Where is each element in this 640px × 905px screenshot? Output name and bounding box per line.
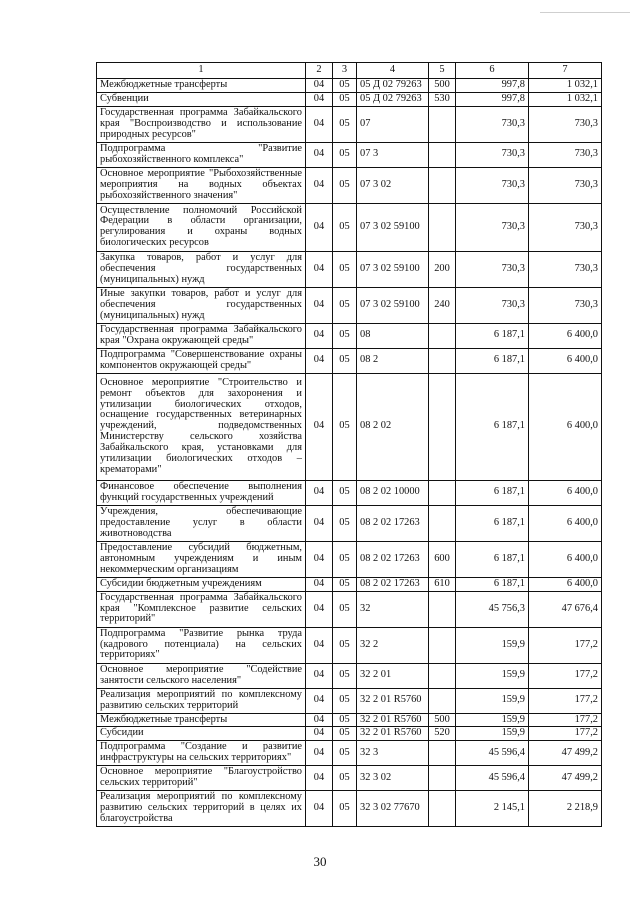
row-target-article: 08 xyxy=(357,323,429,348)
row-code-subsection: 05 xyxy=(333,106,357,142)
row-amount-year1: 45 756,3 xyxy=(456,591,529,627)
row-name: Осуществление полномочий Российской Федерации в области организации, регулирования и охраны водных биологических ресурсов xyxy=(97,203,306,251)
row-target-article: 07 3 02 59100 xyxy=(357,287,429,323)
row-amount-year2: 6 400,0 xyxy=(529,323,602,348)
row-amount-year1: 6 187,1 xyxy=(456,323,529,348)
row-target-article: 08 2 02 xyxy=(357,373,429,480)
row-expense-type xyxy=(429,688,456,713)
row-target-article: 07 3 xyxy=(357,142,429,167)
row-name: Основное мероприятие "Содействие занятости сельского населения" xyxy=(97,663,306,688)
row-code-section: 04 xyxy=(306,203,333,251)
row-name: Государственная программа Забайкальского края "Комплексное развитие сельских территорий" xyxy=(97,591,306,627)
row-expense-type xyxy=(429,142,456,167)
header-row xyxy=(97,63,602,79)
row-code-subsection: 05 xyxy=(333,79,357,93)
table-row xyxy=(97,741,602,766)
row-amount-year2: 730,3 xyxy=(529,167,602,203)
row-code-subsection: 05 xyxy=(333,203,357,251)
column-header: 4 xyxy=(357,63,429,79)
table-row xyxy=(97,591,602,627)
table-row xyxy=(97,688,602,713)
row-expense-type xyxy=(429,663,456,688)
row-expense-type xyxy=(429,167,456,203)
row-code-subsection: 05 xyxy=(333,627,357,663)
column-header: 3 xyxy=(333,63,357,79)
row-name: Межбюджетные трансферты xyxy=(97,79,306,93)
row-amount-year1: 997,8 xyxy=(456,92,529,106)
row-amount-year1: 159,9 xyxy=(456,688,529,713)
row-target-article: 08 2 02 17263 xyxy=(357,577,429,591)
row-name: Иные закупки товаров, работ и услуг для обеспечения государственных (муниципальных) нужд xyxy=(97,287,306,323)
row-name: Основное мероприятие "Благоустройство сельских территорий" xyxy=(97,766,306,791)
row-code-section: 04 xyxy=(306,287,333,323)
table-row xyxy=(97,577,602,591)
row-amount-year2: 47 499,2 xyxy=(529,741,602,766)
row-amount-year1: 6 187,1 xyxy=(456,541,529,577)
row-target-article: 08 2 02 10000 xyxy=(357,480,429,505)
table-row xyxy=(97,480,602,505)
row-code-subsection: 05 xyxy=(333,167,357,203)
table-body xyxy=(97,79,602,827)
row-amount-year2: 6 400,0 xyxy=(529,373,602,480)
row-target-article: 05 Д 02 79263 xyxy=(357,79,429,93)
row-code-section: 04 xyxy=(306,741,333,766)
table-row xyxy=(97,373,602,480)
row-amount-year2: 1 032,1 xyxy=(529,92,602,106)
row-name: Реализация мероприятий по комплексному развитию сельских территорий в целях их благоустройства xyxy=(97,791,306,827)
row-code-section: 04 xyxy=(306,480,333,505)
row-target-article: 32 3 02 xyxy=(357,766,429,791)
row-amount-year2: 177,2 xyxy=(529,663,602,688)
row-code-subsection: 05 xyxy=(333,142,357,167)
table-header xyxy=(97,63,602,79)
table-row xyxy=(97,791,602,827)
row-code-section: 04 xyxy=(306,348,333,373)
row-amount-year2: 730,3 xyxy=(529,251,602,287)
row-amount-year2: 177,2 xyxy=(529,688,602,713)
row-amount-year1: 45 596,4 xyxy=(456,741,529,766)
row-amount-year2: 730,3 xyxy=(529,142,602,167)
row-code-subsection: 05 xyxy=(333,480,357,505)
table-row xyxy=(97,348,602,373)
row-name: Реализация мероприятий по комплексному развитию сельских территорий xyxy=(97,688,306,713)
row-code-subsection: 05 xyxy=(333,577,357,591)
row-amount-year1: 159,9 xyxy=(456,627,529,663)
row-target-article: 07 3 02 59100 xyxy=(357,251,429,287)
row-code-section: 04 xyxy=(306,323,333,348)
row-code-section: 04 xyxy=(306,577,333,591)
row-name: Учреждения, обеспечивающие предоставление услуг в области животноводства xyxy=(97,505,306,541)
row-expense-type: 500 xyxy=(429,79,456,93)
row-target-article: 32 3 02 77670 xyxy=(357,791,429,827)
row-amount-year2: 47 676,4 xyxy=(529,591,602,627)
row-amount-year1: 6 187,1 xyxy=(456,480,529,505)
table-row xyxy=(97,663,602,688)
row-expense-type xyxy=(429,627,456,663)
column-header: 6 xyxy=(456,63,529,79)
row-code-section: 04 xyxy=(306,688,333,713)
row-target-article: 05 Д 02 79263 xyxy=(357,92,429,106)
row-code-section: 04 xyxy=(306,79,333,93)
table-row xyxy=(97,92,602,106)
row-amount-year2: 6 400,0 xyxy=(529,577,602,591)
row-expense-type: 500 xyxy=(429,713,456,727)
row-amount-year1: 2 145,1 xyxy=(456,791,529,827)
table-row xyxy=(97,323,602,348)
row-expense-type: 240 xyxy=(429,287,456,323)
row-code-section: 04 xyxy=(306,167,333,203)
row-amount-year1: 730,3 xyxy=(456,106,529,142)
row-amount-year2: 730,3 xyxy=(529,106,602,142)
row-amount-year2: 730,3 xyxy=(529,287,602,323)
row-expense-type xyxy=(429,203,456,251)
budget-table xyxy=(96,62,602,827)
row-expense-type xyxy=(429,591,456,627)
row-name: Субсидии xyxy=(97,727,306,741)
row-target-article: 32 2 01 R5760 xyxy=(357,713,429,727)
row-target-article: 32 2 01 R5760 xyxy=(357,688,429,713)
row-code-section: 04 xyxy=(306,106,333,142)
row-name: Основное мероприятие "Рыбохозяйственные мероприятия на водных объектах рыбохозяйственного значения" xyxy=(97,167,306,203)
row-target-article: 07 3 02 59100 xyxy=(357,203,429,251)
table-row xyxy=(97,167,602,203)
row-code-section: 04 xyxy=(306,791,333,827)
row-code-subsection: 05 xyxy=(333,373,357,480)
row-amount-year2: 177,2 xyxy=(529,727,602,741)
row-code-subsection: 05 xyxy=(333,688,357,713)
table-row xyxy=(97,106,602,142)
row-target-article: 32 2 01 xyxy=(357,663,429,688)
table-row xyxy=(97,505,602,541)
row-code-subsection: 05 xyxy=(333,741,357,766)
row-target-article: 08 2 02 17263 xyxy=(357,505,429,541)
row-target-article: 32 2 01 R5760 xyxy=(357,727,429,741)
row-amount-year2: 6 400,0 xyxy=(529,348,602,373)
row-name: Финансовое обеспечение выполнения функций государственных учреждений xyxy=(97,480,306,505)
row-target-article: 32 2 xyxy=(357,627,429,663)
row-expense-type xyxy=(429,323,456,348)
row-name: Субвенции xyxy=(97,92,306,106)
row-amount-year1: 730,3 xyxy=(456,251,529,287)
row-amount-year1: 159,9 xyxy=(456,727,529,741)
row-code-subsection: 05 xyxy=(333,766,357,791)
row-amount-year2: 6 400,0 xyxy=(529,505,602,541)
row-amount-year1: 45 596,4 xyxy=(456,766,529,791)
row-expense-type xyxy=(429,373,456,480)
table-row xyxy=(97,713,602,727)
row-expense-type xyxy=(429,348,456,373)
row-code-subsection: 05 xyxy=(333,713,357,727)
row-target-article: 07 3 02 xyxy=(357,167,429,203)
row-amount-year2: 177,2 xyxy=(529,627,602,663)
row-name: Государственная программа Забайкальского края "Охрана окружающей среды" xyxy=(97,323,306,348)
row-amount-year1: 6 187,1 xyxy=(456,348,529,373)
row-name: Подпрограмма "Развитие рынка труда (кадрового потенциала) на сельских территориях" xyxy=(97,627,306,663)
row-expense-type xyxy=(429,505,456,541)
row-amount-year1: 730,3 xyxy=(456,167,529,203)
row-expense-type xyxy=(429,741,456,766)
row-code-subsection: 05 xyxy=(333,505,357,541)
table-row xyxy=(97,627,602,663)
row-code-subsection: 05 xyxy=(333,92,357,106)
row-target-article: 32 xyxy=(357,591,429,627)
row-amount-year1: 6 187,1 xyxy=(456,577,529,591)
row-code-subsection: 05 xyxy=(333,727,357,741)
row-amount-year2: 730,3 xyxy=(529,203,602,251)
row-name: Государственная программа Забайкальского края "Воспроизводство и использование природных ресурсов" xyxy=(97,106,306,142)
table-row xyxy=(97,203,602,251)
row-expense-type xyxy=(429,480,456,505)
row-code-subsection: 05 xyxy=(333,591,357,627)
column-header: 1 xyxy=(97,63,306,79)
row-code-subsection: 05 xyxy=(333,348,357,373)
table-row xyxy=(97,79,602,93)
row-code-section: 04 xyxy=(306,541,333,577)
column-header: 7 xyxy=(529,63,602,79)
page-number: 30 xyxy=(313,854,327,869)
row-expense-type xyxy=(429,106,456,142)
row-code-section: 04 xyxy=(306,766,333,791)
row-code-subsection: 05 xyxy=(333,541,357,577)
row-amount-year1: 159,9 xyxy=(456,663,529,688)
row-name: Закупка товаров, работ и услуг для обеспечения государственных (муниципальных) нужд xyxy=(97,251,306,287)
row-code-section: 04 xyxy=(306,142,333,167)
row-amount-year2: 47 499,2 xyxy=(529,766,602,791)
row-target-article: 07 xyxy=(357,106,429,142)
row-code-section: 04 xyxy=(306,663,333,688)
row-amount-year1: 6 187,1 xyxy=(456,373,529,480)
row-expense-type: 600 xyxy=(429,541,456,577)
row-name: Подпрограмма "Развитие рыбохозяйственного комплекса" xyxy=(97,142,306,167)
row-expense-type xyxy=(429,791,456,827)
row-amount-year2: 2 218,9 xyxy=(529,791,602,827)
row-expense-type xyxy=(429,766,456,791)
column-header: 2 xyxy=(306,63,333,79)
table-row xyxy=(97,766,602,791)
table-row xyxy=(97,142,602,167)
row-target-article: 08 2 02 17263 xyxy=(357,541,429,577)
row-amount-year1: 730,3 xyxy=(456,287,529,323)
row-amount-year1: 6 187,1 xyxy=(456,505,529,541)
row-name: Подпрограмма "Создание и развитие инфраструктуры на сельских территориях" xyxy=(97,741,306,766)
row-target-article: 08 2 xyxy=(357,348,429,373)
table-row xyxy=(97,287,602,323)
row-target-article: 32 3 xyxy=(357,741,429,766)
row-code-section: 04 xyxy=(306,591,333,627)
row-amount-year2: 6 400,0 xyxy=(529,541,602,577)
row-code-section: 04 xyxy=(306,373,333,480)
row-name: Основное мероприятие "Строительство и ремонт объектов для захоронения и утилизации биологических отходов, оснащение государственных ветеринарных учреждений, подведомственных Министерству сельского хозяйства Забайкальского края, установками для утилизации биологических отходов – крематорами" xyxy=(97,373,306,480)
row-name: Субсидии бюджетным учреждениям xyxy=(97,577,306,591)
row-amount-year1: 997,8 xyxy=(456,79,529,93)
row-expense-type: 610 xyxy=(429,577,456,591)
row-amount-year2: 6 400,0 xyxy=(529,480,602,505)
row-code-subsection: 05 xyxy=(333,791,357,827)
row-expense-type: 520 xyxy=(429,727,456,741)
row-name: Предоставление субсидий бюджетным, автономным учреждениям и иным некоммерческим организациям xyxy=(97,541,306,577)
row-name: Подпрограмма "Совершенствование охраны компонентов окружающей среды" xyxy=(97,348,306,373)
row-expense-type: 530 xyxy=(429,92,456,106)
row-code-section: 04 xyxy=(306,713,333,727)
row-code-subsection: 05 xyxy=(333,287,357,323)
table-row xyxy=(97,251,602,287)
row-amount-year1: 159,9 xyxy=(456,713,529,727)
row-amount-year1: 730,3 xyxy=(456,142,529,167)
row-name: Межбюджетные трансферты xyxy=(97,713,306,727)
row-code-subsection: 05 xyxy=(333,663,357,688)
row-code-section: 04 xyxy=(306,505,333,541)
row-code-section: 04 xyxy=(306,251,333,287)
row-expense-type: 200 xyxy=(429,251,456,287)
row-code-subsection: 05 xyxy=(333,251,357,287)
table-row xyxy=(97,727,602,741)
scan-artifact-line xyxy=(540,12,630,13)
row-code-section: 04 xyxy=(306,627,333,663)
row-amount-year2: 177,2 xyxy=(529,713,602,727)
row-code-section: 04 xyxy=(306,727,333,741)
row-amount-year2: 1 032,1 xyxy=(529,79,602,93)
table-row xyxy=(97,541,602,577)
row-code-subsection: 05 xyxy=(333,323,357,348)
row-code-section: 04 xyxy=(306,92,333,106)
column-header: 5 xyxy=(429,63,456,79)
row-amount-year1: 730,3 xyxy=(456,203,529,251)
